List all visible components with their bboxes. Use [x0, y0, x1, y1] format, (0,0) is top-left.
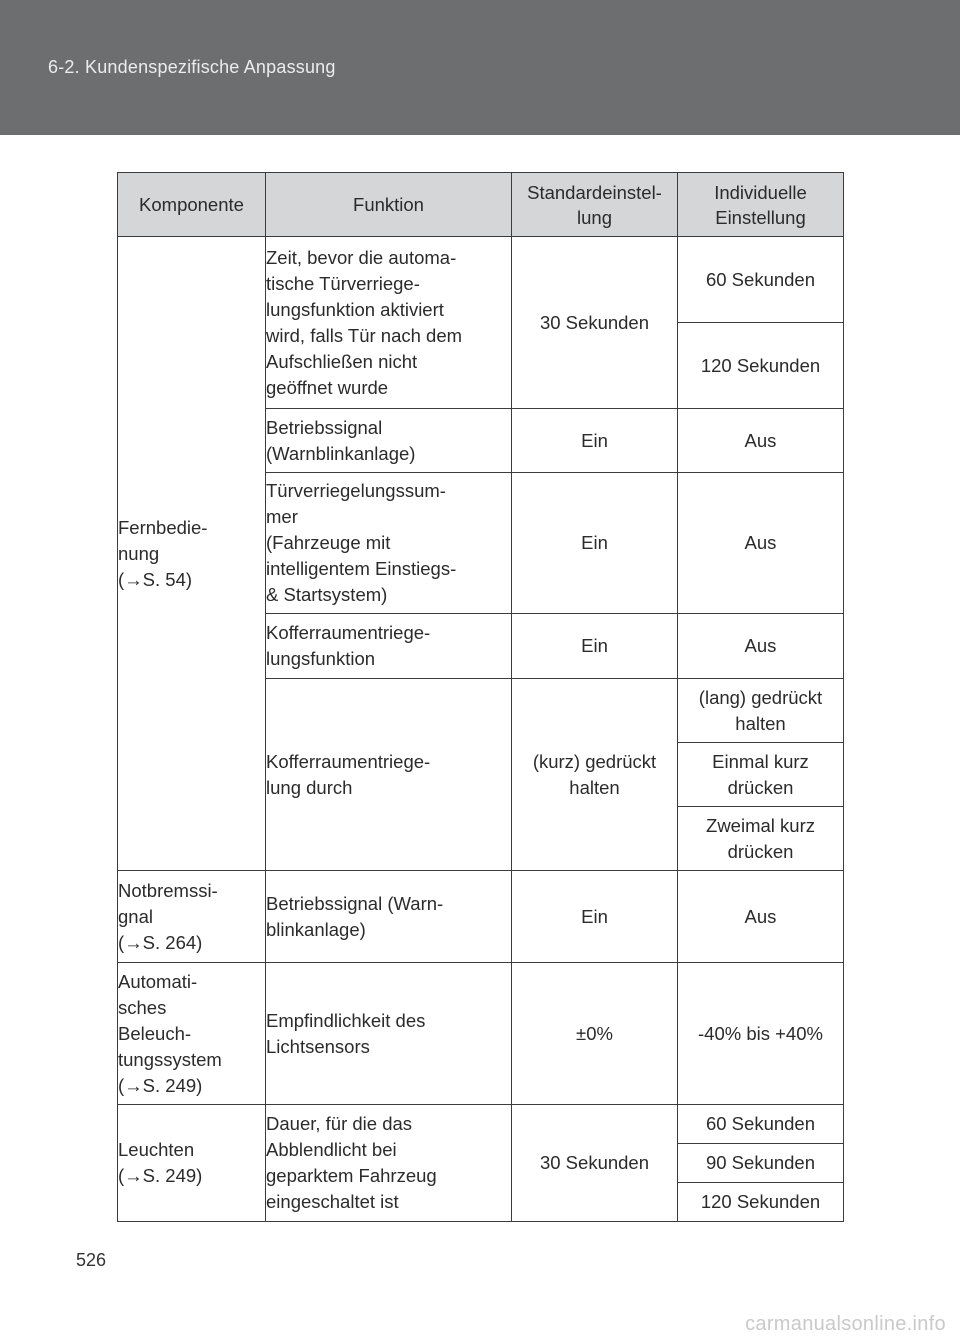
header-component: Komponente [118, 173, 266, 237]
function-cell: Kofferraumentriege- lung durch [266, 679, 512, 871]
function-cell: Türverriegelungssum- mer (Fahrzeuge mit intelligentem Einstiegs- & Startsystem) [266, 473, 512, 614]
header-function: Funktion [266, 173, 512, 237]
custom-cell: 60 Sekunden [678, 237, 844, 323]
custom-cell: Einmal kurz drücken [678, 743, 844, 807]
default-cell: ±0% [512, 963, 678, 1105]
custom-cell: -40% bis +40% [678, 963, 844, 1105]
default-cell: Ein [512, 473, 678, 614]
custom-cell: 120 Sekunden [678, 323, 844, 409]
function-cell: Empfindlichkeit des Lichtsensors [266, 963, 512, 1105]
custom-cell: Aus [678, 871, 844, 963]
custom-cell: Aus [678, 614, 844, 679]
component-cell: Fernbedie- nung (→S. 54) [118, 237, 266, 871]
function-cell: Kofferraumentriege- lungsfunktion [266, 614, 512, 679]
watermark: carmanualsonline.info [745, 1313, 946, 1335]
default-cell: (kurz) gedrückt halten [512, 679, 678, 871]
default-cell: Ein [512, 871, 678, 963]
header-custom-setting: Individuelle Einstellung [678, 173, 844, 237]
custom-cell: 120 Sekunden [678, 1183, 844, 1222]
table-row [118, 963, 844, 1105]
page-number: 526 [76, 1250, 107, 1270]
table-row [118, 871, 844, 963]
custom-cell: (lang) gedrückt halten [678, 679, 844, 743]
component-cell: Notbremssi- gnal (→S. 264) [118, 871, 266, 963]
default-cell: Ein [512, 614, 678, 679]
custom-cell: Aus [678, 473, 844, 614]
custom-cell: 60 Sekunden [678, 1105, 844, 1144]
page-header-band [0, 0, 960, 135]
custom-cell: 90 Sekunden [678, 1144, 844, 1183]
table-header-row [118, 173, 844, 237]
section-title: 6-2. Kundenspezifische Anpassung [48, 57, 336, 77]
table-row [118, 1105, 844, 1144]
default-cell: 30 Sekunden [512, 1105, 678, 1222]
component-cell: Leuchten (→S. 249) [118, 1105, 266, 1222]
customization-table [117, 172, 844, 1222]
component-cell: Automati- sches Beleuch- tungssystem (→S. 249) [118, 963, 266, 1105]
custom-cell: Zweimal kurz drücken [678, 807, 844, 871]
default-cell: 30 Sekunden [512, 237, 678, 409]
header-default-setting: Standardeinstel- lung [512, 173, 678, 237]
default-cell: Ein [512, 409, 678, 473]
function-cell: Dauer, für die das Abblendlicht bei geparktem Fahrzeug eingeschaltet ist [266, 1105, 512, 1222]
table-row [118, 237, 844, 323]
custom-cell: Aus [678, 409, 844, 473]
function-cell: Betriebssignal (Warn- blinkanlage) [266, 871, 512, 963]
function-cell: Zeit, bevor die automa- tische Türverriege- lungsfunktion aktiviert wird, falls Tür nach dem Aufschließen nicht geöffnet wurde [266, 237, 512, 409]
function-cell: Betriebssignal (Warnblinkanlage) [266, 409, 512, 473]
